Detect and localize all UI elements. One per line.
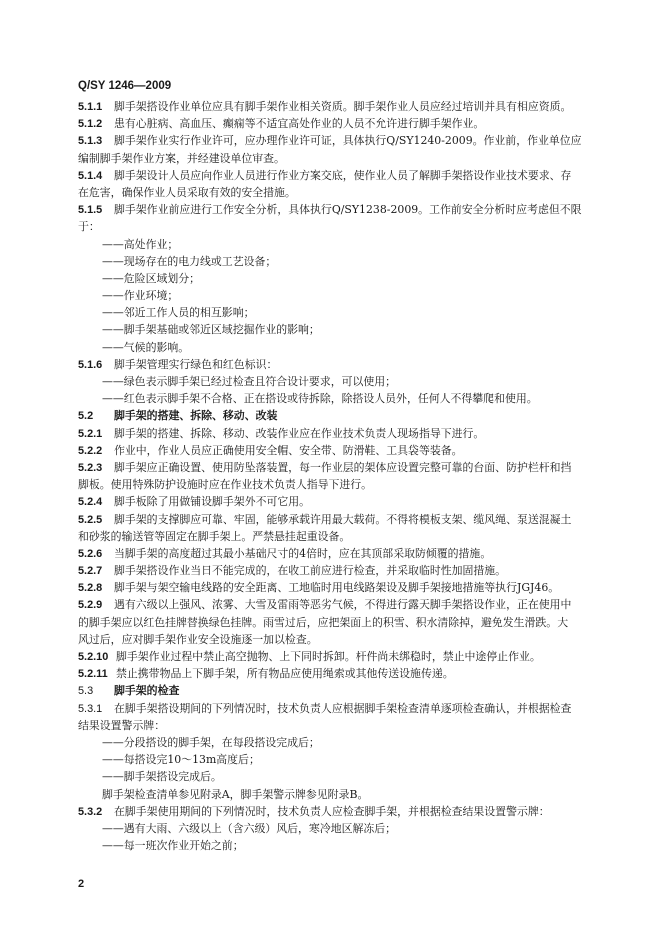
clause-line xyxy=(78,476,603,493)
list-item: ——脚手架搭设完成后。 xyxy=(102,770,222,784)
clause-line xyxy=(78,700,603,717)
clause-line xyxy=(78,167,603,184)
document-body xyxy=(78,98,603,854)
list-item: ——红色表示脚手架不合格、正在搭设或待拆除，除搭设人员外，任何人不得攀爬和使用。 xyxy=(102,392,538,406)
clause-text: 脚手架作业实行作业许可，应办理作业许可证，具体执行Q/SY1240-2009。作业前，作业单位应 xyxy=(114,134,582,148)
section-heading xyxy=(78,407,603,424)
list-item: ——每搭设完10～13m高度后； xyxy=(102,753,260,767)
clause-number: 5.1.5 xyxy=(78,204,103,217)
list-item: ——邻近工作人员的相互影响； xyxy=(102,306,255,320)
clause-line xyxy=(78,511,603,528)
clause-number: 5.2 xyxy=(78,410,94,423)
clause-text: 在脚手架使用期间的下列情况时，技术负责人应检查脚手架，并根据检查结果设置警示牌： xyxy=(114,804,550,818)
clause-line xyxy=(78,356,603,373)
clause-line xyxy=(78,579,603,596)
clause-text: 脚手架搭设作业单位应具有脚手架作业相关资质。脚手架作业人员应经过培训并具有相应资质。 xyxy=(114,100,572,113)
list-item: ——现场存在的电力线或工艺设备； xyxy=(102,254,277,268)
paragraph-line: 脚手架检查清单参见附录A，脚手架警示牌参见附录B。 xyxy=(102,787,369,801)
clause-line xyxy=(78,150,603,167)
clause-line xyxy=(78,528,603,545)
clause-line xyxy=(78,562,603,579)
clause-number: 5.2.7 xyxy=(78,565,103,578)
clause-line xyxy=(78,493,603,510)
clause-text: 和砂浆的输送管等固定在脚手架上。严禁悬挂起重设备。 xyxy=(78,529,351,543)
clause-number: 5.1.6 xyxy=(78,358,103,371)
clause-number: 5.2.10 xyxy=(78,651,109,663)
page-number: 2 xyxy=(78,878,85,890)
list-item: ——分段搭设的脚手架，在每段搭设完成后； xyxy=(102,735,320,749)
clause-line xyxy=(78,614,603,631)
clause-text: 在脚手架搭设期间的下列情况时，技术负责人应根据脚手架检查清单逐项检查确认，并根据检查 xyxy=(114,701,572,715)
clause-text: 脚手架的搭建、拆除、移动、改装作业应在作业技术负责人现场指导下进行。 xyxy=(114,426,485,440)
clause-text: 脚手架搭设作业当日不能完成的，在收工前应进行检查，并采取临时性加固措施。 xyxy=(114,564,507,578)
clause-text: 遇有六级以上强风、浓雾、大雪及雷雨等恶劣气候，不得进行露天脚手架搭设作业，正在使用中 xyxy=(114,598,572,612)
clause-line xyxy=(78,665,603,682)
clause-text: 当脚手架的高度超过其最小基础尺寸的4倍时，应在其顶部采取防倾覆的措施。 xyxy=(114,546,492,560)
clause-number: 5.2.9 xyxy=(78,599,103,612)
clause-text: 脚手架应正确设置、使用防坠落装置，每一作业层的架体应设置完整可靠的台面、防护栏杆和挡 xyxy=(114,460,572,474)
list-item: ——绿色表示脚手架已经过检查且符合设计要求，可以使用； xyxy=(102,375,397,388)
clause-text: 于： xyxy=(78,220,100,234)
clause-line xyxy=(78,184,603,201)
clause-text: 在危害，确保作业人员采取有效的安全措施。 xyxy=(78,185,296,199)
clause-number: 5.2.11 xyxy=(78,668,108,681)
clause-number: 5.2.4 xyxy=(78,496,103,509)
clause-line xyxy=(78,201,603,218)
clause-text: 禁止携带物品上下脚手架，所有物品应使用绳索或其他传送设施传递。 xyxy=(116,667,454,681)
document-code-header: Q/SY 1246—2009 xyxy=(78,80,172,92)
clause-line xyxy=(78,596,603,613)
clause-number: 5.3 xyxy=(78,685,94,698)
clause-text: 脚手架的搭建、拆除、移动、改装 xyxy=(114,409,278,423)
clause-text: 脚手架作业过程中禁止高空抛物、上下同时拆卸。杆件尚未绑稳时，禁止中途停止作业。 xyxy=(116,650,541,663)
clause-line xyxy=(78,98,603,115)
clause-number: 5.1.3 xyxy=(78,135,103,148)
clause-text: 脚手架作业前应进行工作安全分析，具体执行Q/SY1238-2009。工作前安全分析时应考虑但不限 xyxy=(114,203,582,217)
clause-text: 脚手架的检查 xyxy=(114,684,180,698)
clause-text: 脚手架设计人员应向作业人员进行作业方案交底，使作业人员了解脚手架搭设作业技术要求、存 xyxy=(114,168,572,182)
clause-number: 5.2.5 xyxy=(78,513,103,526)
clause-number: 5.1.4 xyxy=(78,169,103,182)
list-item: ——每一班次作业开始之前； xyxy=(102,839,244,853)
list-item: ——脚手架基础或邻近区域挖掘作业的影响； xyxy=(102,323,320,337)
clause-line xyxy=(78,115,603,132)
clause-text: 患有心脏病、高血压、癫痫等不适宜高处作业的人员不允许进行脚手架作业。 xyxy=(114,117,485,131)
clause-text: 脚手板除了用做铺设脚手架外不可它用。 xyxy=(114,495,311,509)
clause-line xyxy=(78,545,603,562)
clause-text: 的脚手架应以红色挂牌替换绿色挂牌。雨雪过后，应把架面上的积雪、积水清除掉，避免发生滑跌。大 xyxy=(78,615,569,629)
clause-line xyxy=(78,425,603,442)
clause-line xyxy=(78,218,603,235)
clause-line xyxy=(78,459,603,476)
clause-text: 脚手架管理实行绿色和红色标识： xyxy=(114,357,278,371)
clause-line xyxy=(78,803,603,820)
clause-number: 5.2.3 xyxy=(78,461,103,474)
list-item: ——作业环境； xyxy=(102,289,179,303)
clause-line xyxy=(78,132,603,149)
clause-line xyxy=(78,442,603,459)
clause-line xyxy=(78,648,603,665)
clause-number: 5.1.2 xyxy=(78,118,103,131)
section-heading xyxy=(78,682,603,699)
clause-line xyxy=(78,631,603,648)
clause-number: 5.3.1 xyxy=(78,702,103,715)
clause-text: 结果设置警示牌： xyxy=(78,718,166,732)
clause-number: 5.2.6 xyxy=(78,547,103,560)
list-item: ——危险区域划分； xyxy=(102,271,201,285)
clause-number: 5.3.2 xyxy=(78,805,103,818)
clause-line xyxy=(78,717,603,734)
clause-text: 脚板。使用特殊防护设施时应在作业技术负责人指导下进行。 xyxy=(78,478,373,492)
list-item: ——高处作业； xyxy=(102,237,179,251)
clause-text: 作业中，作业人员应正确使用安全帽、安全带、防滑鞋、工具袋等装备。 xyxy=(114,443,463,457)
clause-text: 脚手架的支撑脚应可靠、牢固，能够承载许用最大载荷。不得将模板支架、缆风绳、泵送混凝土 xyxy=(114,512,572,526)
clause-number: 5.2.1 xyxy=(78,427,103,440)
list-item: ——气候的影响。 xyxy=(102,340,190,354)
clause-number: 5.2.8 xyxy=(78,582,103,595)
clause-number: 5.2.2 xyxy=(78,444,103,457)
clause-text: 脚手架与架空输电线路的安全距离、工地临时用电线路架设及脚手架接地措施等执行JGJ46。 xyxy=(114,581,560,595)
clause-number: 5.1.1 xyxy=(78,101,103,113)
clause-text: 编制脚手架作业方案，并经建设单位审查。 xyxy=(78,151,285,165)
list-item: ——遇有大雨、六级以上（含六级）风后，寒冷地区解冻后； xyxy=(102,821,397,835)
clause-text: 风过后，应对脚手架作业安全设施逐一加以检查。 xyxy=(78,632,318,646)
